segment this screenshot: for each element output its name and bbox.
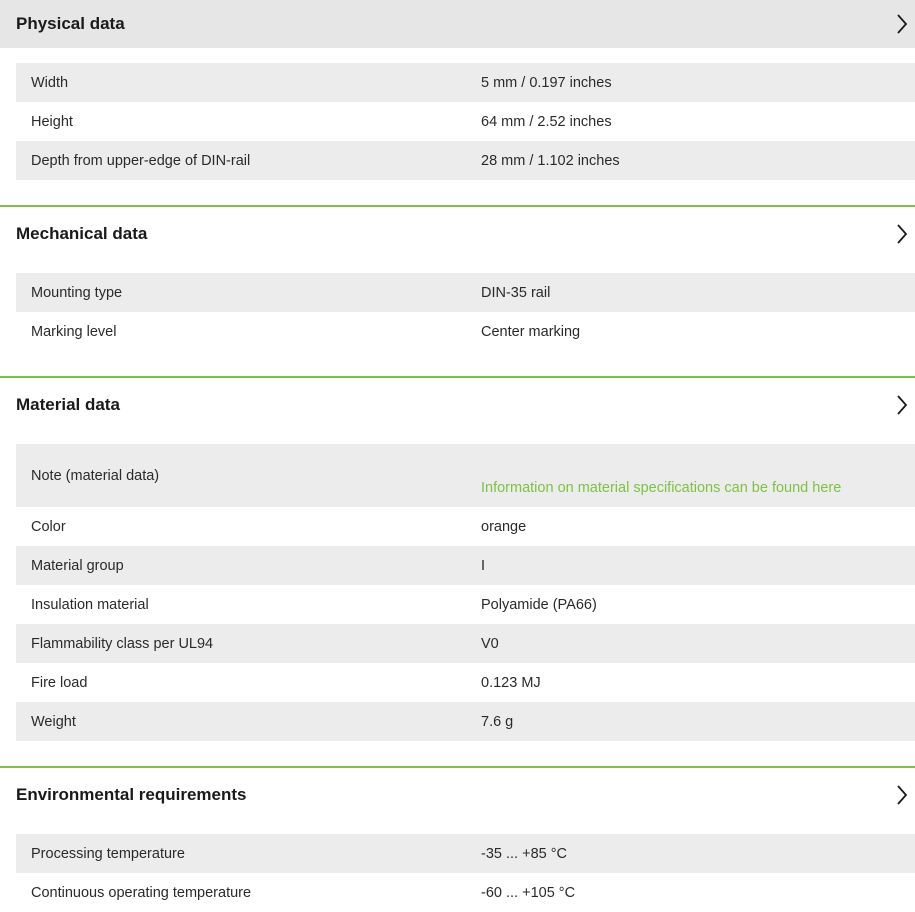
section-title: Material data bbox=[16, 395, 120, 414]
table-row bbox=[16, 102, 915, 141]
data-table bbox=[16, 834, 915, 912]
row-label: Depth from upper-edge of DIN-rail bbox=[31, 153, 251, 169]
row-value: 0.123 MJ bbox=[481, 675, 541, 691]
section-title: Physical data bbox=[16, 14, 125, 33]
row-label: Mounting type bbox=[31, 285, 123, 301]
row-label: Continuous operating temperature bbox=[31, 885, 252, 901]
table-row bbox=[16, 624, 915, 663]
section-divider bbox=[0, 205, 915, 207]
row-value: Center marking bbox=[481, 324, 581, 340]
row-label: Width bbox=[31, 75, 69, 91]
row-label: Material group bbox=[31, 558, 124, 574]
row-value: 7.6 g bbox=[481, 714, 514, 730]
chevron-right-icon[interactable] bbox=[896, 394, 908, 416]
row-value: V0 bbox=[481, 636, 499, 652]
chevron-right-icon[interactable] bbox=[896, 784, 908, 806]
row-label: Fire load bbox=[31, 675, 88, 691]
data-table bbox=[16, 444, 915, 741]
row-label: Insulation material bbox=[31, 597, 149, 613]
section-title: Environmental requirements bbox=[16, 785, 247, 804]
table-row bbox=[16, 507, 915, 546]
row-value: -60 ... +105 °C bbox=[481, 885, 576, 901]
table-row bbox=[16, 444, 915, 507]
table-row bbox=[16, 273, 915, 312]
table-row bbox=[16, 702, 915, 741]
row-label: Marking level bbox=[31, 324, 117, 340]
row-value: DIN-35 rail bbox=[481, 285, 551, 301]
row-value: -35 ... +85 °C bbox=[481, 846, 567, 862]
section-header-environmental-requirements[interactable] bbox=[0, 771, 915, 819]
table-row bbox=[16, 141, 915, 180]
row-value: 28 mm / 1.102 inches bbox=[481, 153, 620, 169]
row-label: Note (material data) bbox=[31, 468, 160, 484]
table-row bbox=[16, 585, 915, 624]
row-value: 64 mm / 2.52 inches bbox=[481, 114, 612, 130]
row-label: Flammability class per UL94 bbox=[31, 636, 214, 652]
table-row bbox=[16, 312, 915, 351]
table-row bbox=[16, 834, 915, 873]
row-label: Color bbox=[31, 519, 66, 535]
table-row bbox=[16, 873, 915, 912]
row-value: I bbox=[481, 558, 486, 574]
row-label: Weight bbox=[31, 714, 76, 730]
table-row bbox=[16, 663, 915, 702]
row-value: Polyamide (PA66) bbox=[481, 597, 597, 613]
section-header-mechanical-data[interactable] bbox=[0, 210, 915, 258]
section-header-material-data[interactable] bbox=[0, 381, 915, 429]
row-label: Processing temperature bbox=[31, 846, 185, 862]
table-row bbox=[16, 63, 915, 102]
section-divider bbox=[0, 376, 915, 378]
section-header-physical-data[interactable] bbox=[0, 0, 915, 48]
data-table bbox=[16, 273, 915, 351]
material-specifications-link[interactable]: Information on material specifications can be found here bbox=[481, 480, 842, 496]
table-row bbox=[16, 546, 915, 585]
data-table bbox=[16, 63, 915, 180]
row-label: Height bbox=[31, 114, 73, 130]
chevron-right-icon[interactable] bbox=[896, 223, 908, 245]
section-divider bbox=[0, 766, 915, 768]
section-title: Mechanical data bbox=[16, 224, 148, 243]
row-value: orange bbox=[481, 519, 527, 535]
row-value: 5 mm / 0.197 inches bbox=[481, 75, 612, 91]
chevron-right-icon[interactable] bbox=[896, 13, 908, 35]
